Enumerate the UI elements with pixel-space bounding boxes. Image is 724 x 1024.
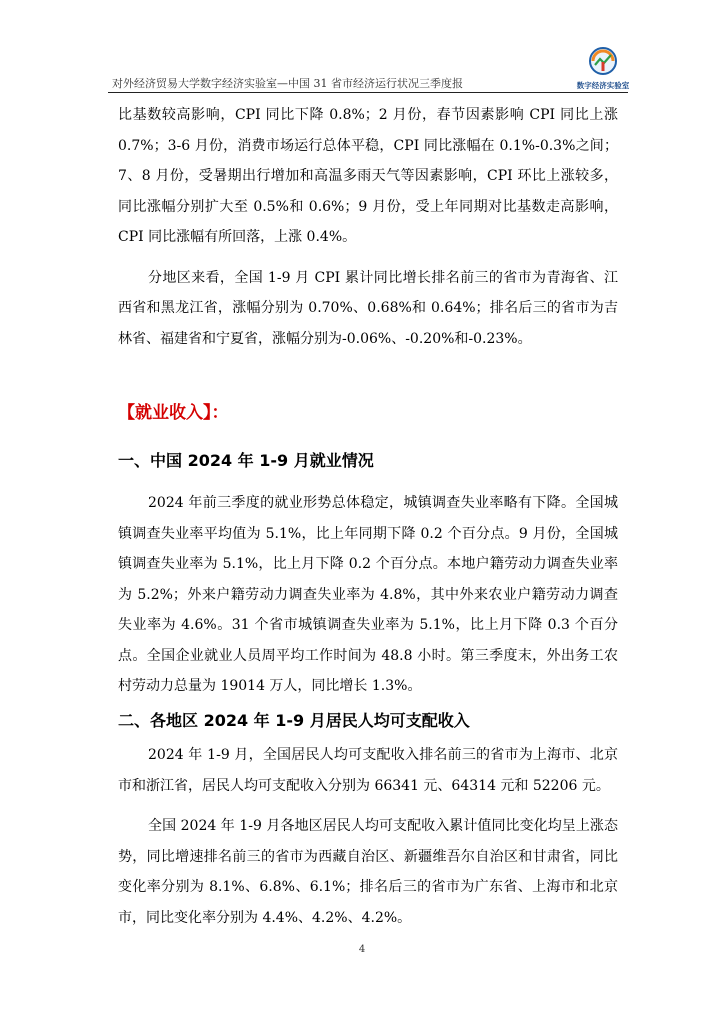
lab-logo [570,46,636,92]
cpi-regional-paragraph: 分地区来看，全国 1-9 月 CPI 累计同比增长排名前三的省市为青海省、江西省和黑龙江省，涨幅分别为 0.70%、0.68%和 0.64%；排名后三的省市为吉林省、福建省和宁夏省，涨幅分别为-0.06%、-0.20%和-0.23%。 [118,269,618,347]
employment-heading: 一、中国 2024 年 1-9 月就业情况 [118,451,374,470]
running-header: 对外经济贸易大学数字经济实验室—中国 31 省市经济运行状况三季度报 [112,77,463,90]
header-divider [108,92,628,93]
income-growth-paragraph: 全国 2024 年 1-9 月各地区居民人均可支配收入累计值同比变化均呈上涨态势，同比增速排名前三的省市为西藏自治区、新疆维吾尔自治区和甘肃省，同比变化率分别为 8.1%、6.8%、6.1%；排名后三的省市为广东省、上海市和北京市，同比变化率分别为 4.4%、4.2%、4.2%。 [118,818,618,926]
lab-logo-icon [588,46,618,78]
income-heading: 二、各地区 2024 年 1-9 月居民人均可支配收入 [118,711,470,730]
lab-logo-text: 数字经济实验室 [576,81,630,90]
section-title-employment-income: 【就业收入】： [118,403,229,423]
page-number: 4 [358,944,366,955]
income-top-paragraph: 2024 年 1-9 月，全国居民人均可支配收入排名前三的省市为上海市、北京市和浙江省，居民人均可支配收入分别为 66341 元、64314 元和 52206 元。 [118,747,618,794]
employment-paragraph: 2024 年前三季度的就业形势总体稳定，城镇调查失业率略有下降。全国城镇调查失业率平均值为 5.1%，比上年同期下降 0.2 个百分点。9 月份，全国城镇调查失业率为 5.1%，比上月下降 0.2 个百分点。本地户籍劳动力调查失业率为 5.2%；外来户籍劳动力调查失业率为 4.8%，其中外来农业户籍劳动力调查失业率为 4.6%。31 个省市城镇调查失业率为 5.1%，比上月下降 0.3 个百分点。全国企业就业人员周平均工作时间为 48.8 小时。第三季度末，外出务工农村劳动力总量为 19014 万人，同比增长 1.3%。 [118,495,618,694]
cpi-paragraph: 比基数较高影响，CPI 同比下降 0.8%；2 月份，春节因素影响 CPI 同比上涨 0.7%；3-6 月份，消费市场运行总体平稳，CPI 同比涨幅在 0.1%-0.3%之间；7、8 月份，受暑期出行增加和高温多雨天气等因素影响，CPI 环比上涨较多，同比涨幅分别扩大至 0.5%和 0.6%；9 月份，受上年同期对比基数走高影响，CPI 同比涨幅有所回落，上涨 0.4%。 [118,107,618,245]
employment-block [118,488,618,702]
intro-block [118,100,618,354]
income-block [118,740,618,933]
